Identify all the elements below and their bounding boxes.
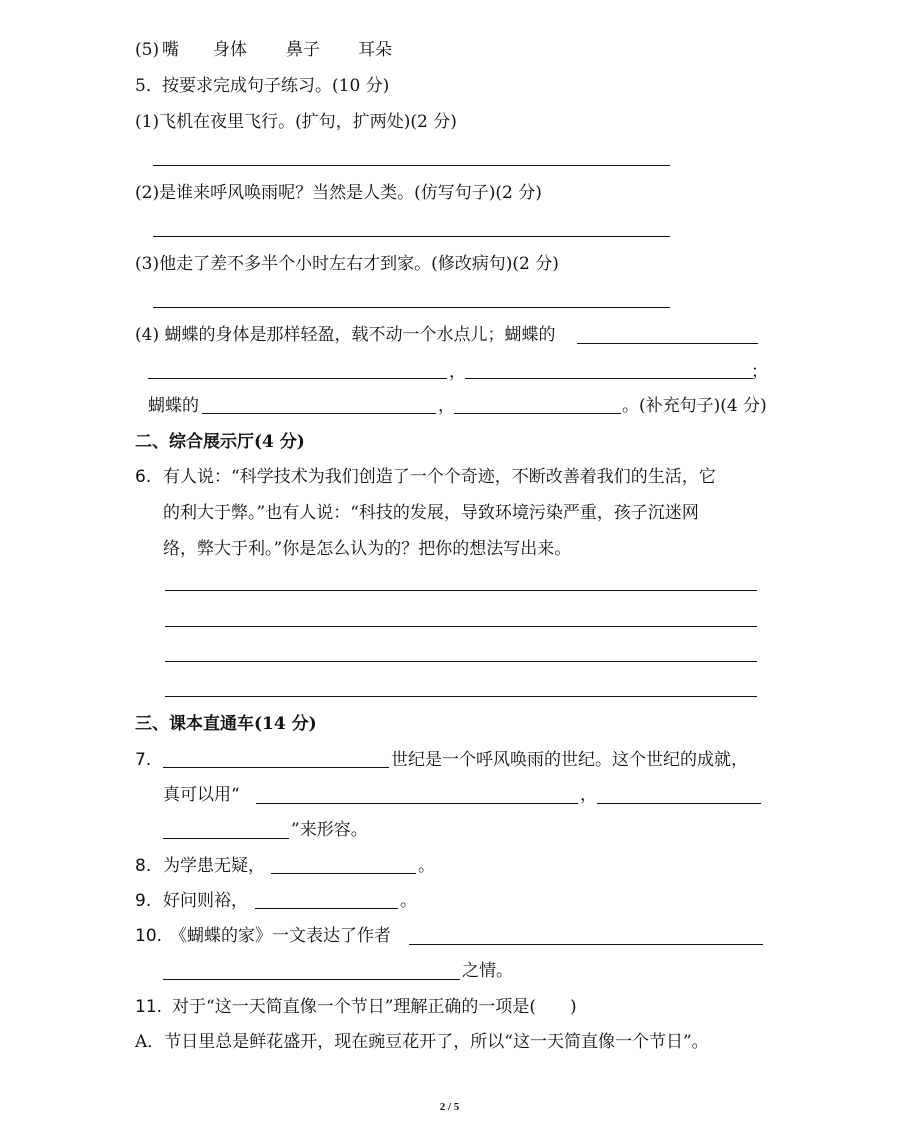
- q7-line3-suffix: ”来形容。: [291, 820, 368, 840]
- q8-blank[interactable]: [271, 873, 416, 874]
- q5-item-4-blank-4[interactable]: [202, 413, 436, 414]
- q5-item-4-blank-1[interactable]: [577, 343, 758, 344]
- q10-text: 《蝴蝶的家》一文表达了作者: [170, 926, 391, 946]
- q4-word: 嘴: [162, 40, 179, 60]
- q5-item-4-semicolon: ；: [751, 362, 768, 382]
- q10-line2-suffix: 之情。: [462, 961, 513, 981]
- q8-end: 。: [418, 856, 435, 876]
- q5-item-4-line3-prefix: 蝴蝶的: [148, 396, 199, 416]
- q9-text: 好问则裕，: [163, 891, 248, 911]
- section-2-title: 二、综合展示厅(4 分): [135, 432, 305, 452]
- q6-answer-line[interactable]: [165, 626, 757, 627]
- q5-item-4-prefix: (4) 蝴蝶的身体是那样轻盈，载不动一个水点儿；蝴蝶的: [135, 325, 556, 345]
- q11-option-a-text: A．节日里总是鲜花盛开，现在豌豆花开了，所以“这一天简直像一个节日”。: [135, 1032, 709, 1052]
- q5-item-3-text: (3)他走了差不多半个小时左右才到家。(修改病句)(2 分): [135, 254, 559, 274]
- q7-line2-prefix: 真可以用“: [163, 785, 240, 805]
- q7-line2-comma: ，: [580, 785, 597, 805]
- q6-answer-line[interactable]: [165, 696, 757, 697]
- q5-title: 按要求完成句子练习。(10 分): [162, 76, 390, 96]
- q6-number: 6.: [135, 467, 152, 487]
- q5-item-2-answer-line[interactable]: [153, 236, 670, 237]
- q6-text-line: 的利大于弊。”也有人说：“科技的发展，导致环境污染严重，孩子沉迷网: [163, 503, 699, 523]
- q7-blank-4[interactable]: [163, 838, 289, 839]
- page-number: 2 / 5: [439, 1101, 460, 1113]
- q11-number: 11.: [135, 997, 163, 1017]
- q5-number: 5．: [135, 76, 163, 96]
- q5-item-4-blank-3[interactable]: [465, 378, 753, 379]
- q9-end: 。: [400, 891, 417, 911]
- q5-item-4-line3-comma: ，: [438, 396, 455, 416]
- q5-item-4-line3-suffix: 。(补充句子)(4 分): [622, 396, 767, 416]
- q7-blank-2[interactable]: [256, 803, 578, 804]
- q6-answer-line[interactable]: [165, 590, 757, 591]
- q5-item-4-comma: ，: [449, 362, 466, 382]
- q10-blank-2[interactable]: [163, 979, 460, 980]
- q5-item-4-blank-2[interactable]: [148, 378, 447, 379]
- q7-blank-1[interactable]: [163, 767, 389, 768]
- q11-text: 对于“这一天简直像一个节日”理解正确的一项是( ): [172, 997, 577, 1017]
- q5-item-1-answer-line[interactable]: [153, 165, 670, 166]
- q7-blank-3[interactable]: [597, 803, 761, 804]
- q10-number: 10.: [135, 926, 163, 946]
- q5-item-3-answer-line[interactable]: [153, 307, 670, 308]
- q10-blank-1[interactable]: [409, 944, 763, 945]
- q5-item-2-text: (2)是谁来呼风唤雨呢？当然是人类。(仿写句子)(2 分): [135, 183, 542, 203]
- q6-text-line: 络，弊大于利。”你是怎么认为的？把你的想法写出来。: [163, 539, 572, 559]
- q4-word: 鼻子: [286, 40, 320, 60]
- q6-text-line: 有人说：“科学技术为我们创造了一个个奇迹，不断改善着我们的生活，它: [163, 467, 716, 487]
- section-3-title: 三、课本直通车(14 分): [135, 714, 317, 734]
- q9-blank[interactable]: [255, 908, 398, 909]
- q4-word: 身体: [213, 40, 247, 60]
- q5-item-1-text: (1)飞机在夜里飞行。(扩句，扩两处)(2 分): [135, 112, 457, 132]
- q8-number: 8.: [135, 856, 152, 876]
- q7-number: 7.: [135, 750, 152, 770]
- q4-word: 耳朵: [358, 40, 392, 60]
- q8-text: 为学患无疑，: [163, 856, 265, 876]
- q6-answer-line[interactable]: [165, 661, 757, 662]
- q7-after-blank: 世纪是一个呼风唤雨的世纪。这个世纪的成就，: [391, 750, 748, 770]
- q5-item-4-blank-5[interactable]: [454, 413, 621, 414]
- q4-item-number: (5): [135, 40, 160, 60]
- q9-number: 9.: [135, 891, 152, 911]
